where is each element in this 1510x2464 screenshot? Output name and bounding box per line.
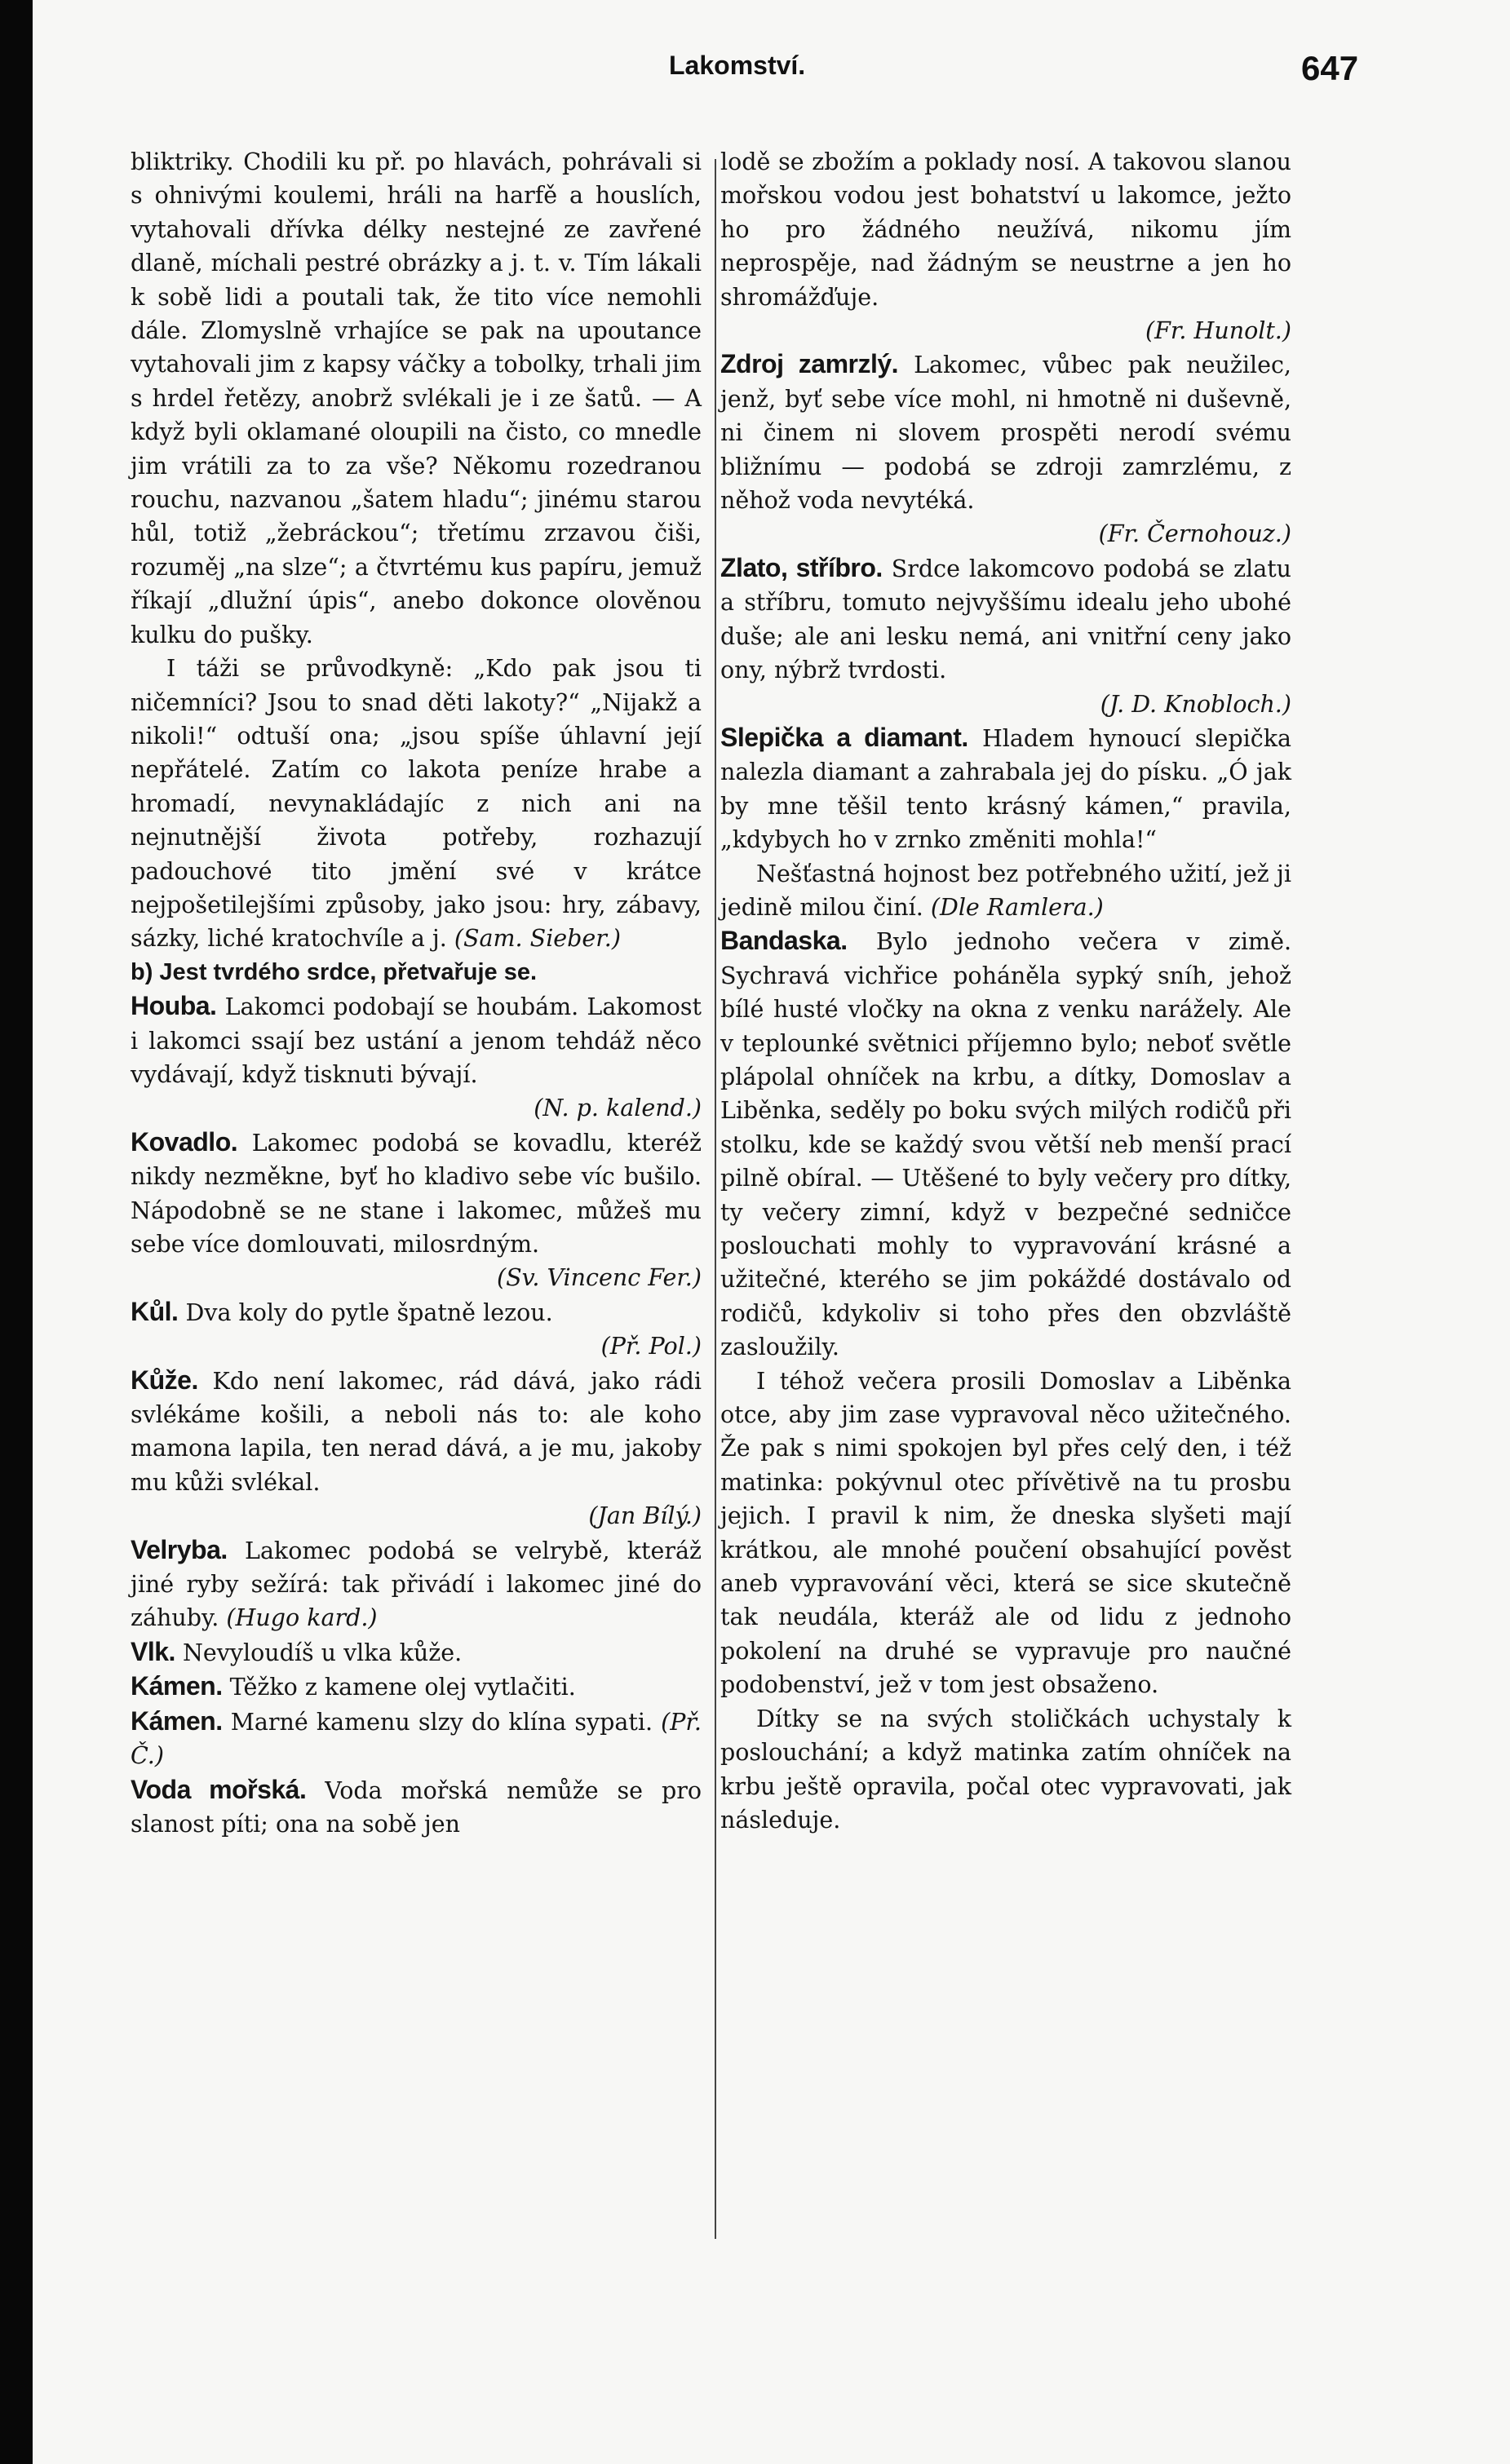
entry-text: Voda mořská nemůže se pro slanost píti; ona na sobě jen [131, 1776, 702, 1838]
source-citation: (Hugo kard.) [226, 1604, 378, 1632]
entry-zdroj-zamrzly [720, 347, 1291, 551]
entry-keyword: Voda mořská. [131, 1774, 307, 1804]
entry-keyword: Slepička a diamant. [720, 722, 968, 752]
entry-kamen-2 [131, 1705, 702, 1773]
entry-text: Lakomec, vůbec pak neužilec, jenž, byť sebe více mohl, ni hmotně ni duševně, ni činem ni slovem prospěti nerodí svému bližnímu — podobá se zdroji zamrzlému, z něhož voda nevytéká. [720, 352, 1291, 515]
source-citation: (Sam. Sieber.) [454, 925, 621, 953]
source-citation: (Př. Pol.) [600, 1333, 702, 1360]
source-citation: (Sv. Vincenc Fer.) [497, 1264, 702, 1292]
paragraph-text [131, 652, 702, 956]
book-page [33, 0, 1510, 2464]
entry-kamen-1 [131, 1670, 702, 1704]
entry-kovadlo [131, 1126, 702, 1295]
column-divider [715, 159, 716, 2239]
entry-keyword: Houba. [131, 991, 217, 1021]
entry-voda-morska [131, 1773, 702, 1842]
entry-text: Nevyloudíš u vlka kůže. [182, 1639, 463, 1666]
entry-text: Marné kamenu slzy do klína sypati. [230, 1708, 653, 1736]
story-text: Bylo jednoho večera v zimě. Sychravá vichřice poháněla sypký sníh, jehož bílé husté vločky na okna z venku narážely. Ale v teplounké světnici příjemno bylo; neboť světle plápolal ohníček na krbu, a dítky, Domoslav a Liběnka, seděly po boku svých milých rodičů při stolku, kde se každý svou větší neb menší prací pilně obíral. — Utěšené to byly večery pro dítky, ty večery zimní, když v bezpečné sedničce poslouchati mohly to vypravování krásné a užitečné, kterého se jim pokáždé dostávalo od rodičů, kdykoliv si toho přes den obzvláště zasloužily. [720, 928, 1291, 1361]
entry-text: Srdce lakomcovo podobá se zlatu a stříbru, tomuto nejvyššímu idealu jeho ubohé duše; ale ani lesku nemá, ani vnitřní ceny jako ony, nýbrž tvrdosti. [720, 555, 1292, 684]
entry-text: Těžko z kamene olej vytlačiti. [229, 1674, 576, 1701]
entry-keyword: Zlato, stříbro. [720, 552, 883, 582]
entry-keyword: Velryba. [131, 1534, 228, 1564]
moral-text: Nešťastná hojnost bez potřebného užití, jež ji jedině milou činí. [720, 860, 1291, 921]
entry-text: Dva koly do pytle špatně lezou. [185, 1298, 553, 1326]
source-citation: (N. p. kalend.) [534, 1095, 702, 1122]
running-title: Lakomství. [669, 51, 806, 80]
right-column [720, 145, 1291, 1837]
page-header [33, 51, 1510, 108]
entry-slepicka-a-diamant [720, 721, 1291, 857]
section-heading: b) Jest tvrdého srdce, přetvařuje se. [131, 958, 538, 985]
story-paragraph-2: I téhož večera prosili Domoslav a Liběnka otce, aby jim zase vypravoval něco užitečného. Že pak s nimi spokojen byl přes celý den, i též matinka: pokývnul otec přívětivě na tu prosbu jejich. I pravil k nim, že dneska slyšeti mají krátkou, ale mnohé poučení obsahující pověst aneb vypravování věci, která se sice skutečně tak neudála, kteráž ale od lidu z jednoho pokolení na druhé se vypravuje pro naučné podobenství, jež v tom jest obsaženo. [720, 1367, 1291, 1699]
page-number: 647 [1301, 49, 1359, 87]
entry-keyword: Vlk. [131, 1636, 175, 1666]
entry-text: Lakomec podobá se kovadlu, kteréž nikdy nezměkne, byť ho kladivo sebe víc bušilo. Nápodobně se ne stane i lakomec, můžeš mu sebe více domlouvati, milosrdným. [131, 1129, 702, 1258]
entry-text: Lakomci podobají se houbám. Lakomost i lakomci ssají bez ustání a jenom tehdáž něco vydávají, když tisknuti bývají. [131, 993, 702, 1088]
entry-keyword: Kovadlo. [131, 1126, 238, 1157]
left-column [131, 145, 702, 1841]
source-citation: (Př. Č.) [131, 1708, 702, 1770]
paragraph-body: I táži se průvodkyně: „Kdo pak jsou ti ničemníci? Jsou to snad děti lakoty?“ „Nijakž a nikoli!“ odtuší ona; „jsou spíše úhlavní její nepřátelé. Zatím co lakota peníze hrabe a hromadí, nevynakládajíc z nich ani na nejnutnější života potřeby, rozhazují padouchové tito jmění své v krátce nejpošetilejšími způsoby, jako jsou: hry, zábavy, sázky, liché kratochvíle a j. [131, 655, 702, 953]
entry-kuze [131, 1364, 702, 1533]
source-citation: (Jan Bílý.) [588, 1502, 702, 1530]
source-citation: (J. D. Knobloch.) [1100, 690, 1291, 718]
entry-keyword: Kámen. [131, 1671, 223, 1701]
entry-keyword: Kůl. [131, 1296, 179, 1326]
entry-keyword: Kůže. [131, 1365, 198, 1395]
entry-keyword: Zdroj zamrzlý. [720, 349, 899, 379]
entry-zlato-stribro [720, 551, 1291, 721]
entry-keyword: Kámen. [131, 1705, 223, 1736]
continuation-paragraph: bliktriky. Chodili ku př. po hlavách, pohrávali si s ohnivými koulemi, hráli na harfě a houslích, vytahovali dřívka délky nestejné ze zavřené dlaně, míchali pestré obrázky a j. t. v. Tím lákali k sobě lidi a poutali tak, že tito více nemohli dále. Zlomyslně vrhajíce se pak na upoutance vytahovali jim z kapsy váčky a tobolky, trhali jim s hrdel řetězy, anobrž svlékali je i ze šatů. — A když byli oklamané oloupili na čisto, co mnedle jim vrátili za to za vše? Někomu rozedranou rouchu, nazvanou „šatem hladu“; jinému starou hůl, totiž „žebráckou“; třetímu zrzavou čiši, rozuměj „na slze“; a čtvrtému kus papíru, jemuž říkají „dlužní úpis“, anebo dokonce olověnou kulku do pušky. [131, 148, 702, 648]
source-citation: (Fr. Hunolt.) [1145, 317, 1291, 345]
entry-velryba [131, 1533, 702, 1635]
entry-kul [131, 1295, 702, 1364]
entry-text: Lakomec podobá se velrybě, kteráž jiné ryby sežírá: tak přivádí i lakomec jiné do záhuby. [131, 1537, 702, 1632]
continuation-text: lodě se zbožím a poklady nosí. A takovou slanou mořskou vodou jest bohatství u lakomce, ježto ho pro žádného neužívá, nikomu jím neprospěje, nad žádným se neustrne a jen ho shromážďuje. [720, 148, 1291, 311]
entry-houba [131, 989, 702, 1126]
source-citation: (Fr. Černohouz.) [1098, 520, 1291, 548]
entry-text: Kdo není lakomec, rád dává, jako rádi svlékáme košili, a neboli nás to: ale koho mamona lapila, ten nerad dává, a je mu, jakoby mu kůži svlékal. [131, 1367, 702, 1496]
source-citation: (Dle Ramlera.) [930, 893, 1104, 921]
moral-paragraph [720, 857, 1291, 925]
continuation-paragraph [720, 145, 1291, 347]
entry-vlk [131, 1635, 702, 1670]
story-paragraph-1 [720, 924, 1291, 1364]
story-paragraph-3: Dítky se na svých stoličkách uchystaly k poslouchání; a když matinka zatím ohníček na krbu ještě opravila, počal otec vypravovati, jak následuje. [720, 1705, 1291, 1834]
entry-keyword: Bandaska. [720, 926, 848, 956]
entry-text: Hladem hynoucí slepička nalezla diamant a zahrabala jej do písku. „Ó jak by mne těšil tento krásný kámen,“ pravila, „kdybych ho v zrnko změniti mohla!“ [720, 724, 1292, 854]
